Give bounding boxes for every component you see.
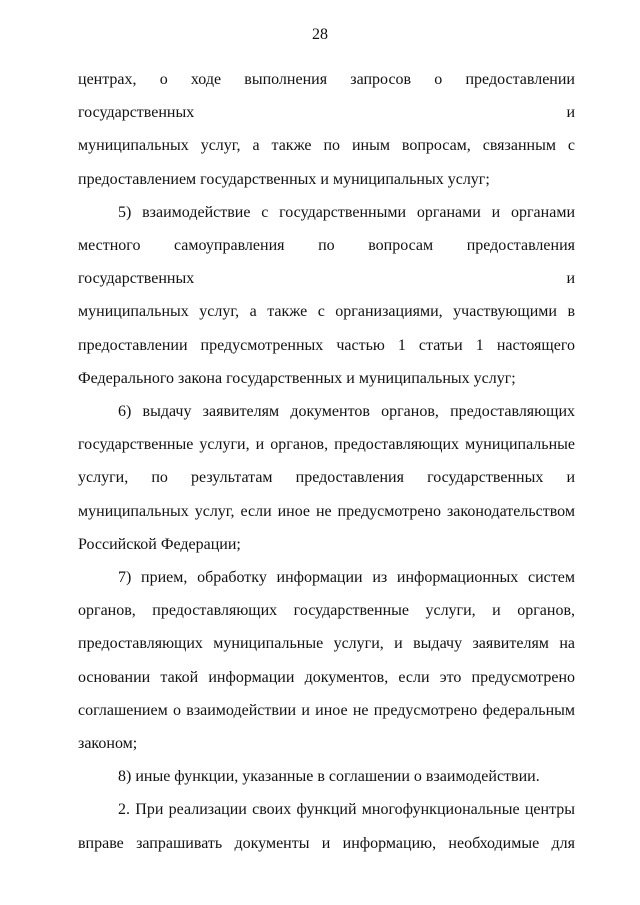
paragraph <box>78 793 575 859</box>
text-line: 6) выдачу заявителям документов органов, предоставляющих <box>118 403 575 421</box>
paragraph <box>78 561 575 760</box>
page-number: 28 <box>312 26 328 43</box>
text-line: законом; <box>78 735 138 753</box>
text-line: муниципальных услуг, а также по иным вопросам, связанным с <box>78 137 575 155</box>
text-line: 8) иные функции, указанные в соглашении о взаимодействии. <box>118 768 540 786</box>
text-line: предоставляющих муниципальные услуги, и выдачу заявителям на <box>78 635 575 653</box>
text-line: 7) прием, обработку информации из информационных систем <box>118 569 575 587</box>
text-line: органов, предоставляющих государственные услуги, и органов, <box>78 602 575 620</box>
paragraph <box>78 63 575 196</box>
text-line: основании такой информации документов, если это предусмотрено <box>78 668 575 686</box>
document-body <box>78 63 575 860</box>
text-line: предоставлением государственных и муниципальных услуг; <box>78 170 490 188</box>
text-line: государственные услуги, и органов, предоставляющих муниципальные <box>78 436 575 454</box>
text-line: услуги, по результатам предоставления государственных и <box>78 469 575 487</box>
text-line: Федерального закона государственных и муниципальных услуг; <box>78 369 516 387</box>
text-line: муниципальных услуг, если иное не предусмотрено законодательством <box>78 502 575 520</box>
paragraph <box>78 196 575 395</box>
paragraph <box>78 395 575 561</box>
text-line: 5) взаимодействие с государственными органами и органами <box>118 203 575 221</box>
text-line: предоставлении предусмотренных частью 1 статьи 1 настоящего <box>78 336 575 354</box>
text-line: муниципальных услуг, а также с организациями, участвующими в <box>78 303 575 321</box>
text-line: Российской Федерации; <box>78 535 241 553</box>
text-line: соглашением о взаимодействии и иное не предусмотрено федеральным <box>78 701 575 719</box>
paragraph <box>78 760 575 793</box>
text-line: 2. При реализации своих функций многофункциональные центры <box>118 801 575 819</box>
text-line: вправе запрашивать документы и информацию, необходимые для <box>78 834 575 852</box>
text-line: центрах, о ходе выполнения запросов о предоставлении государственных и <box>78 71 575 122</box>
text-line: местного самоуправления по вопросам предоставления государственных и <box>78 237 575 288</box>
